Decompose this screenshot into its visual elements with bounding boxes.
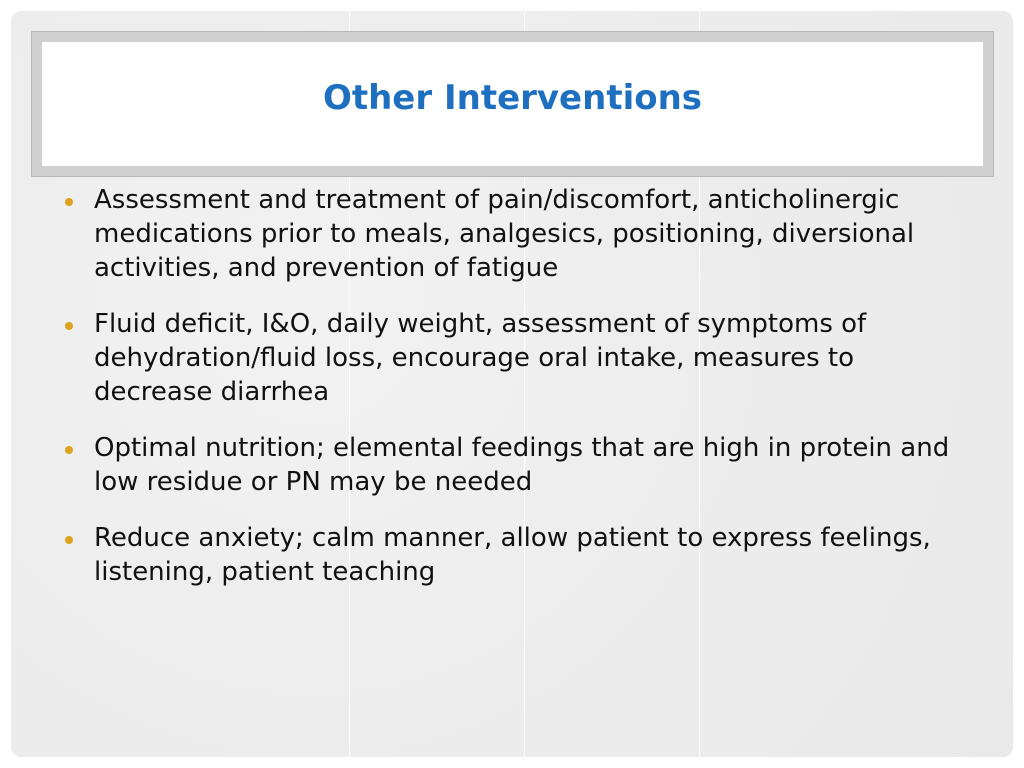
- bullet-text: Optimal nutrition; elemental feedings that are high in protein and low residue or PN may be needed: [94, 433, 950, 497]
- bullet-list: [63, 183, 963, 611]
- bullet-dot-icon: [65, 322, 73, 330]
- bullet-item: [63, 521, 963, 589]
- title-frame: [31, 31, 994, 177]
- bullet-dot-icon: [65, 536, 73, 544]
- bullet-item: [63, 431, 963, 499]
- bullet-text: Fluid deficit, I&O, daily weight, assessment of symptoms of dehydration/fluid loss, encourage oral intake, measures to decrease diarrhea: [94, 309, 867, 407]
- slide: [11, 11, 1013, 757]
- title-box: [42, 42, 983, 166]
- bullet-item: [63, 307, 963, 409]
- bullet-item: [63, 183, 963, 285]
- bullet-dot-icon: [65, 446, 73, 454]
- bullet-dot-icon: [65, 198, 73, 206]
- bullet-text: Reduce anxiety; calm manner, allow patient to express feelings, listening, patient teaching: [94, 523, 931, 587]
- slide-title: Other Interventions: [322, 78, 703, 118]
- bullet-text: Assessment and treatment of pain/discomfort, anticholinergic medications prior to meals, analgesics, positioning, diversional activities, and prevention of fatigue: [94, 185, 915, 283]
